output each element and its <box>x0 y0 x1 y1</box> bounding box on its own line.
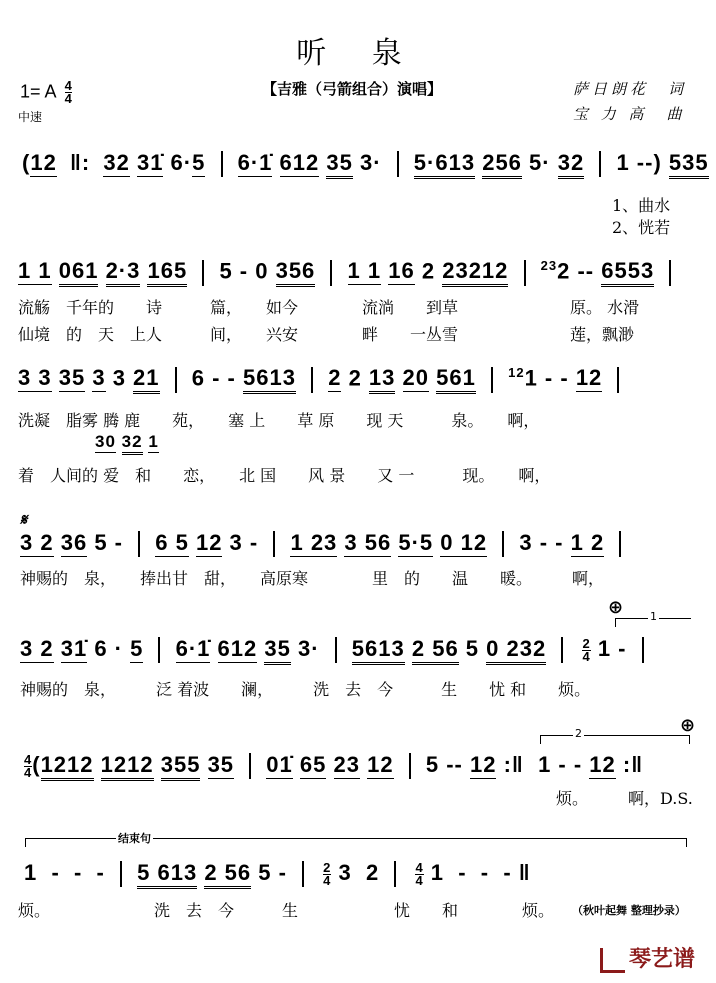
lyric-line-4: 神赐的 泉， 捧出甘 甜， 高原寒 里 的 温 暖。 啊， <box>20 569 605 588</box>
alt-notation-verse-2: 30 32 1 <box>95 432 159 452</box>
lyric-line-5: 神赐的 泉， 泛 着波 澜， 洗 去 今 生 忧 和 烦。 <box>20 680 591 699</box>
lyric-line-2-verse-1: 流觞 千年的 诗 篇， 如今 流淌 到草 原。 水滑 <box>18 298 640 317</box>
key-signature <box>20 80 72 105</box>
lyric-line-1-verse-2: 2、恍若 <box>612 218 671 237</box>
coda-icon-2: ⊕ <box>680 715 696 736</box>
notation-line-3: 3 3 35 3 3 21 6 - - 5613 2 2 13 20 561 $^{12}$1 - - 12 <box>18 365 627 393</box>
key-label: 1= A <box>20 81 56 102</box>
transcriber-credit: （秋叶起舞 整理抄录） <box>572 904 686 917</box>
composer-credit: 宝 力 高 曲 <box>573 105 686 123</box>
lyric-line-6: 烦。 啊，D.S. <box>556 789 693 808</box>
piano-logo-icon <box>600 948 625 973</box>
lyric-line-2-verse-2: 仙境 的 天 上人 间， 兴安 畔 一丛雪 莲，飘渺 <box>18 325 635 344</box>
notation-line-7: 1 - - - 5 613 2 56 5 - 2 4 3 2 4 4 1 - - - ‖ <box>24 859 531 888</box>
notation-line-2: 1 1 061 2·3 165 5 - 0 356 1 1 16 2 23212 $^{23}$2 -- 6553 <box>18 258 679 286</box>
site-logo: 琴艺谱 <box>600 942 695 973</box>
lyric-line-7: 烦。 洗 去 今 生 忧 和 烦。 <box>18 901 555 920</box>
lyric-line-3-verse-2: 着 人间的 爱 和 恋， 北 国 风 景 又 一 现。 啊， <box>18 466 551 485</box>
ending-bracket: 结束句 <box>25 838 687 847</box>
notation-line-4: 3 2 36 5 - 6 5 12 3 - 1 23 3 56 5·5 0 12 3 - - 1 2 <box>20 530 629 557</box>
coda-icon: ⊕ <box>608 597 624 618</box>
segno-icon: 𝄋 <box>20 510 27 529</box>
lyricist-credit: 萨日朗花 词 <box>573 80 688 98</box>
tempo-marking: 中速 <box>18 110 43 124</box>
singer-credit: 【吉雅（弓箭组合）演唱】 <box>262 80 443 98</box>
song-title: 听 泉 <box>296 36 420 71</box>
lyric-line-3-verse-1: 洗凝 脂雾 腾 鹿 苑， 塞 上 草 原 现 天 泉。 啊， <box>18 411 540 430</box>
notation-line-6: 4 4 (1212 1212 355 35 01̇ 65 23 12 5 -- 12 :‖ 1 - - 12 :‖ <box>24 751 644 780</box>
notation-line-1: (12 ‖: 32 31̇ 6·5 6·1̇ 612 35 3· 5·613 256 5· 32 1 --) 535 <box>22 150 716 177</box>
volta-bracket-1: 1 <box>615 618 691 627</box>
notation-line-5: 3 2 31̇ 6 · 5 6·1̇ 612 35 3· 5613 2 56 5 0 232 2 4 1 - <box>20 636 652 663</box>
volta-bracket-2: 2 <box>540 735 690 744</box>
lyric-line-1-verse-1: 1、曲水 <box>612 196 671 215</box>
time-signature: $\frac{4}{4}$ <box>64 78 72 106</box>
